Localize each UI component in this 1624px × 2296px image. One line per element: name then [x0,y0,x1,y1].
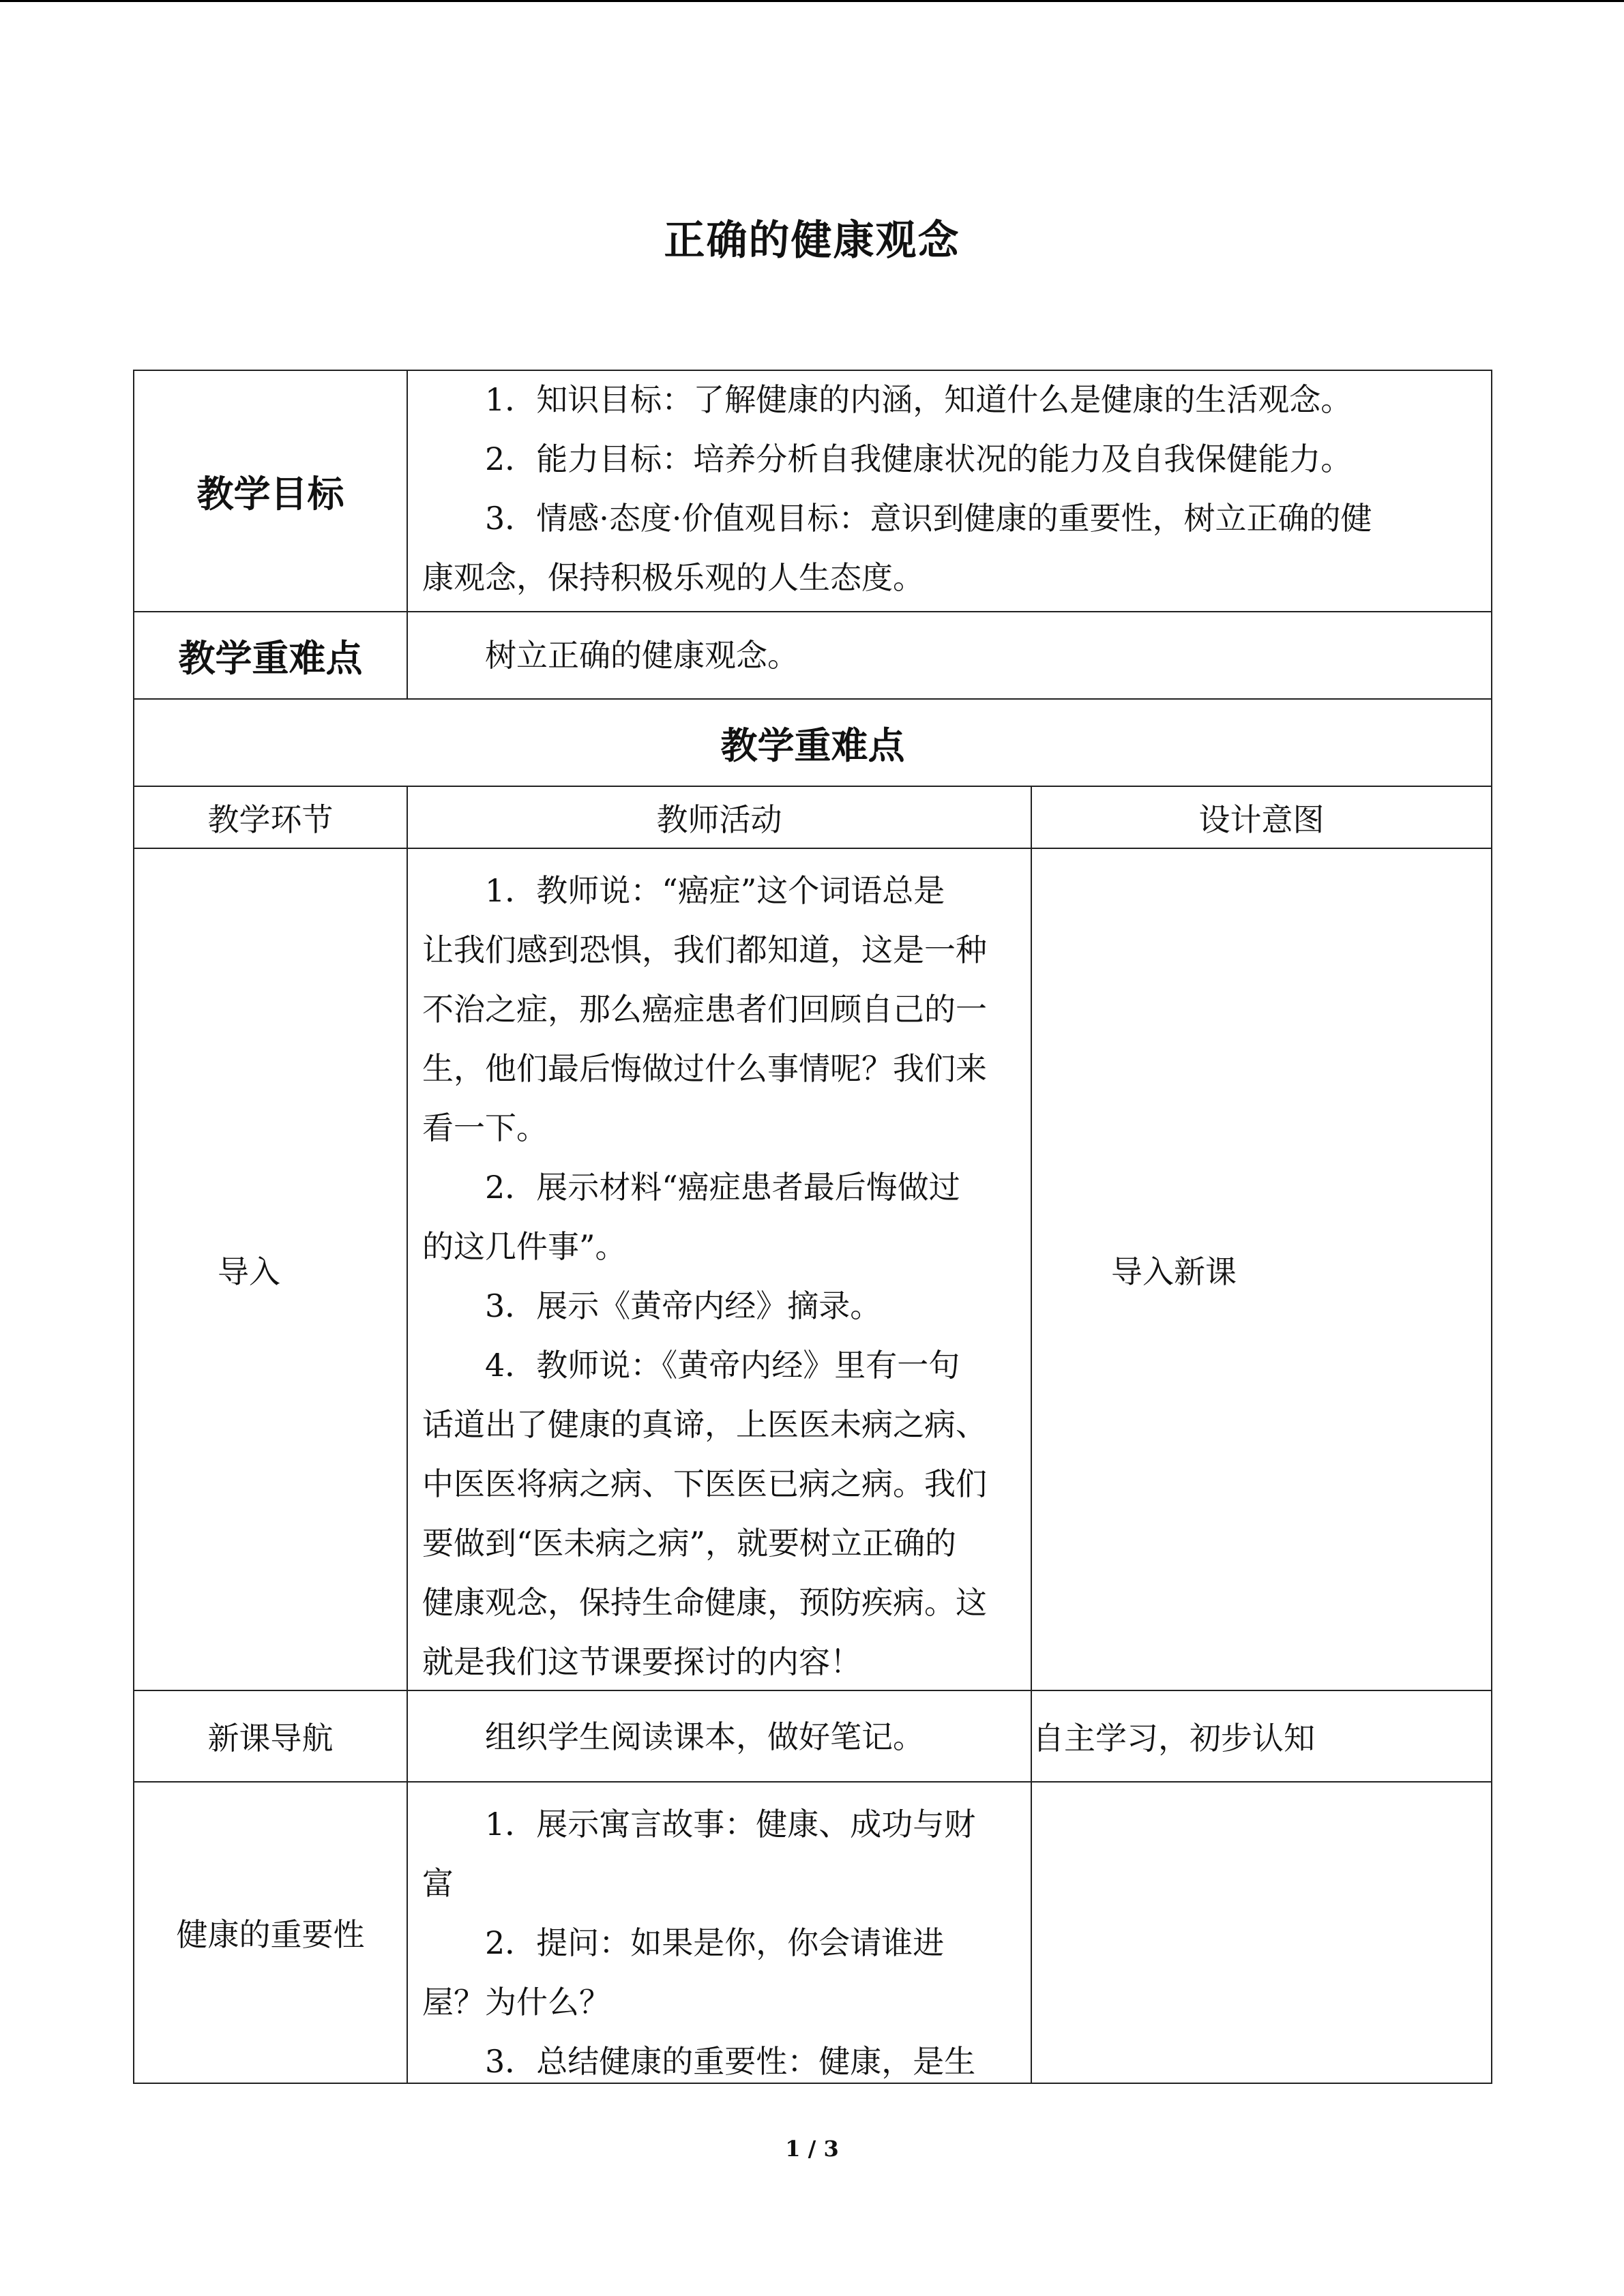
intent-text [1031,1781,1492,2084]
activity-line: 要做到“医未病之病”，就要树立正确的 [422,1525,957,1562]
key-points-label: 教学重难点 [178,636,363,680]
activity-line: 生，他们最后悔做过什么事情呢？我们来 [422,1050,987,1087]
activity-line: 中医医将病之病、下医医已病之病。我们 [422,1465,987,1502]
activity-line: 2．展示材料“癌症患者最后悔做过 [485,1169,960,1206]
activity-line: 不治之症，那么癌症患者们回顾自己的一 [422,991,987,1028]
stage-label: 导入 [218,1253,280,1290]
activity-line: 话道出了健康的真谛，上医医未病之病、 [422,1406,987,1443]
page-title: 正确的健康观念 [664,217,960,265]
key-point-line: 树立正确的健康观念。 [485,637,799,674]
objective-line: 2．能力目标：培养分析自我健康状况的能力及自我保健能力。 [485,441,1353,477]
column-header-stage: 教学环节 [207,801,334,838]
activity-line: 让我们感到恐惧，我们都知道，这是一种 [422,931,987,968]
intent-text: 导入新课 [1111,1253,1237,1290]
objectives-text [422,370,1486,608]
activity-text [422,861,1022,1692]
activity-line: 富 [422,1865,454,1902]
intent-text: 自主学习，初步认知 [1033,1720,1315,1757]
stage-label: 健康的重要性 [176,1916,365,1953]
objective-line: 1．知识目标：了解健康的内涵，知道什么是健康的生活观念。 [485,381,1353,418]
activity-line: 4．教师说：《黄帝内经》里有一句 [485,1347,960,1384]
section-heading: 教学重难点 [720,723,905,767]
lesson-plan-table [133,370,1492,2084]
page-number: 1 / 3 [785,2136,839,2162]
activity-line: 就是我们这节课要探讨的内容！ [422,1643,861,1680]
key-points-text [422,626,1486,685]
objective-line: 康观念，保持积极乐观的人生态度。 [422,559,924,596]
activity-line: 的这几件事”。 [422,1228,627,1265]
column-header-intent: 设计意图 [1198,801,1325,838]
activity-line: 2．提问：如果是你，你会请谁进 [485,1924,945,1961]
objectives-label: 教学目标 [196,471,344,516]
stage-label: 新课导航 [207,1720,334,1757]
activity-text [422,1708,1022,1767]
activity-line: 健康观念，保持生命健康，预防疾病。这 [422,1584,987,1621]
activity-line: 屋？为什么？ [422,1984,610,2021]
activity-line: 1．教师说：“癌症”这个词语总是 [485,872,945,909]
activity-line: 3．总结健康的重要性：健康，是生 [485,2043,976,2080]
top-border-line [0,0,1624,2]
activity-line: 组织学生阅读课本，做好笔记。 [485,1718,924,1755]
activity-line: 看一下。 [422,1109,548,1146]
column-header-activity: 教师活动 [656,801,782,838]
activity-text [422,1795,1022,2091]
activity-line: 3．展示《黄帝内经》摘录。 [485,1287,882,1324]
activity-line: 1．展示寓言故事：健康、成功与财 [485,1806,976,1843]
objective-line: 3．情感·态度·价值观目标：意识到健康的重要性，树立正确的健 [485,500,1372,537]
